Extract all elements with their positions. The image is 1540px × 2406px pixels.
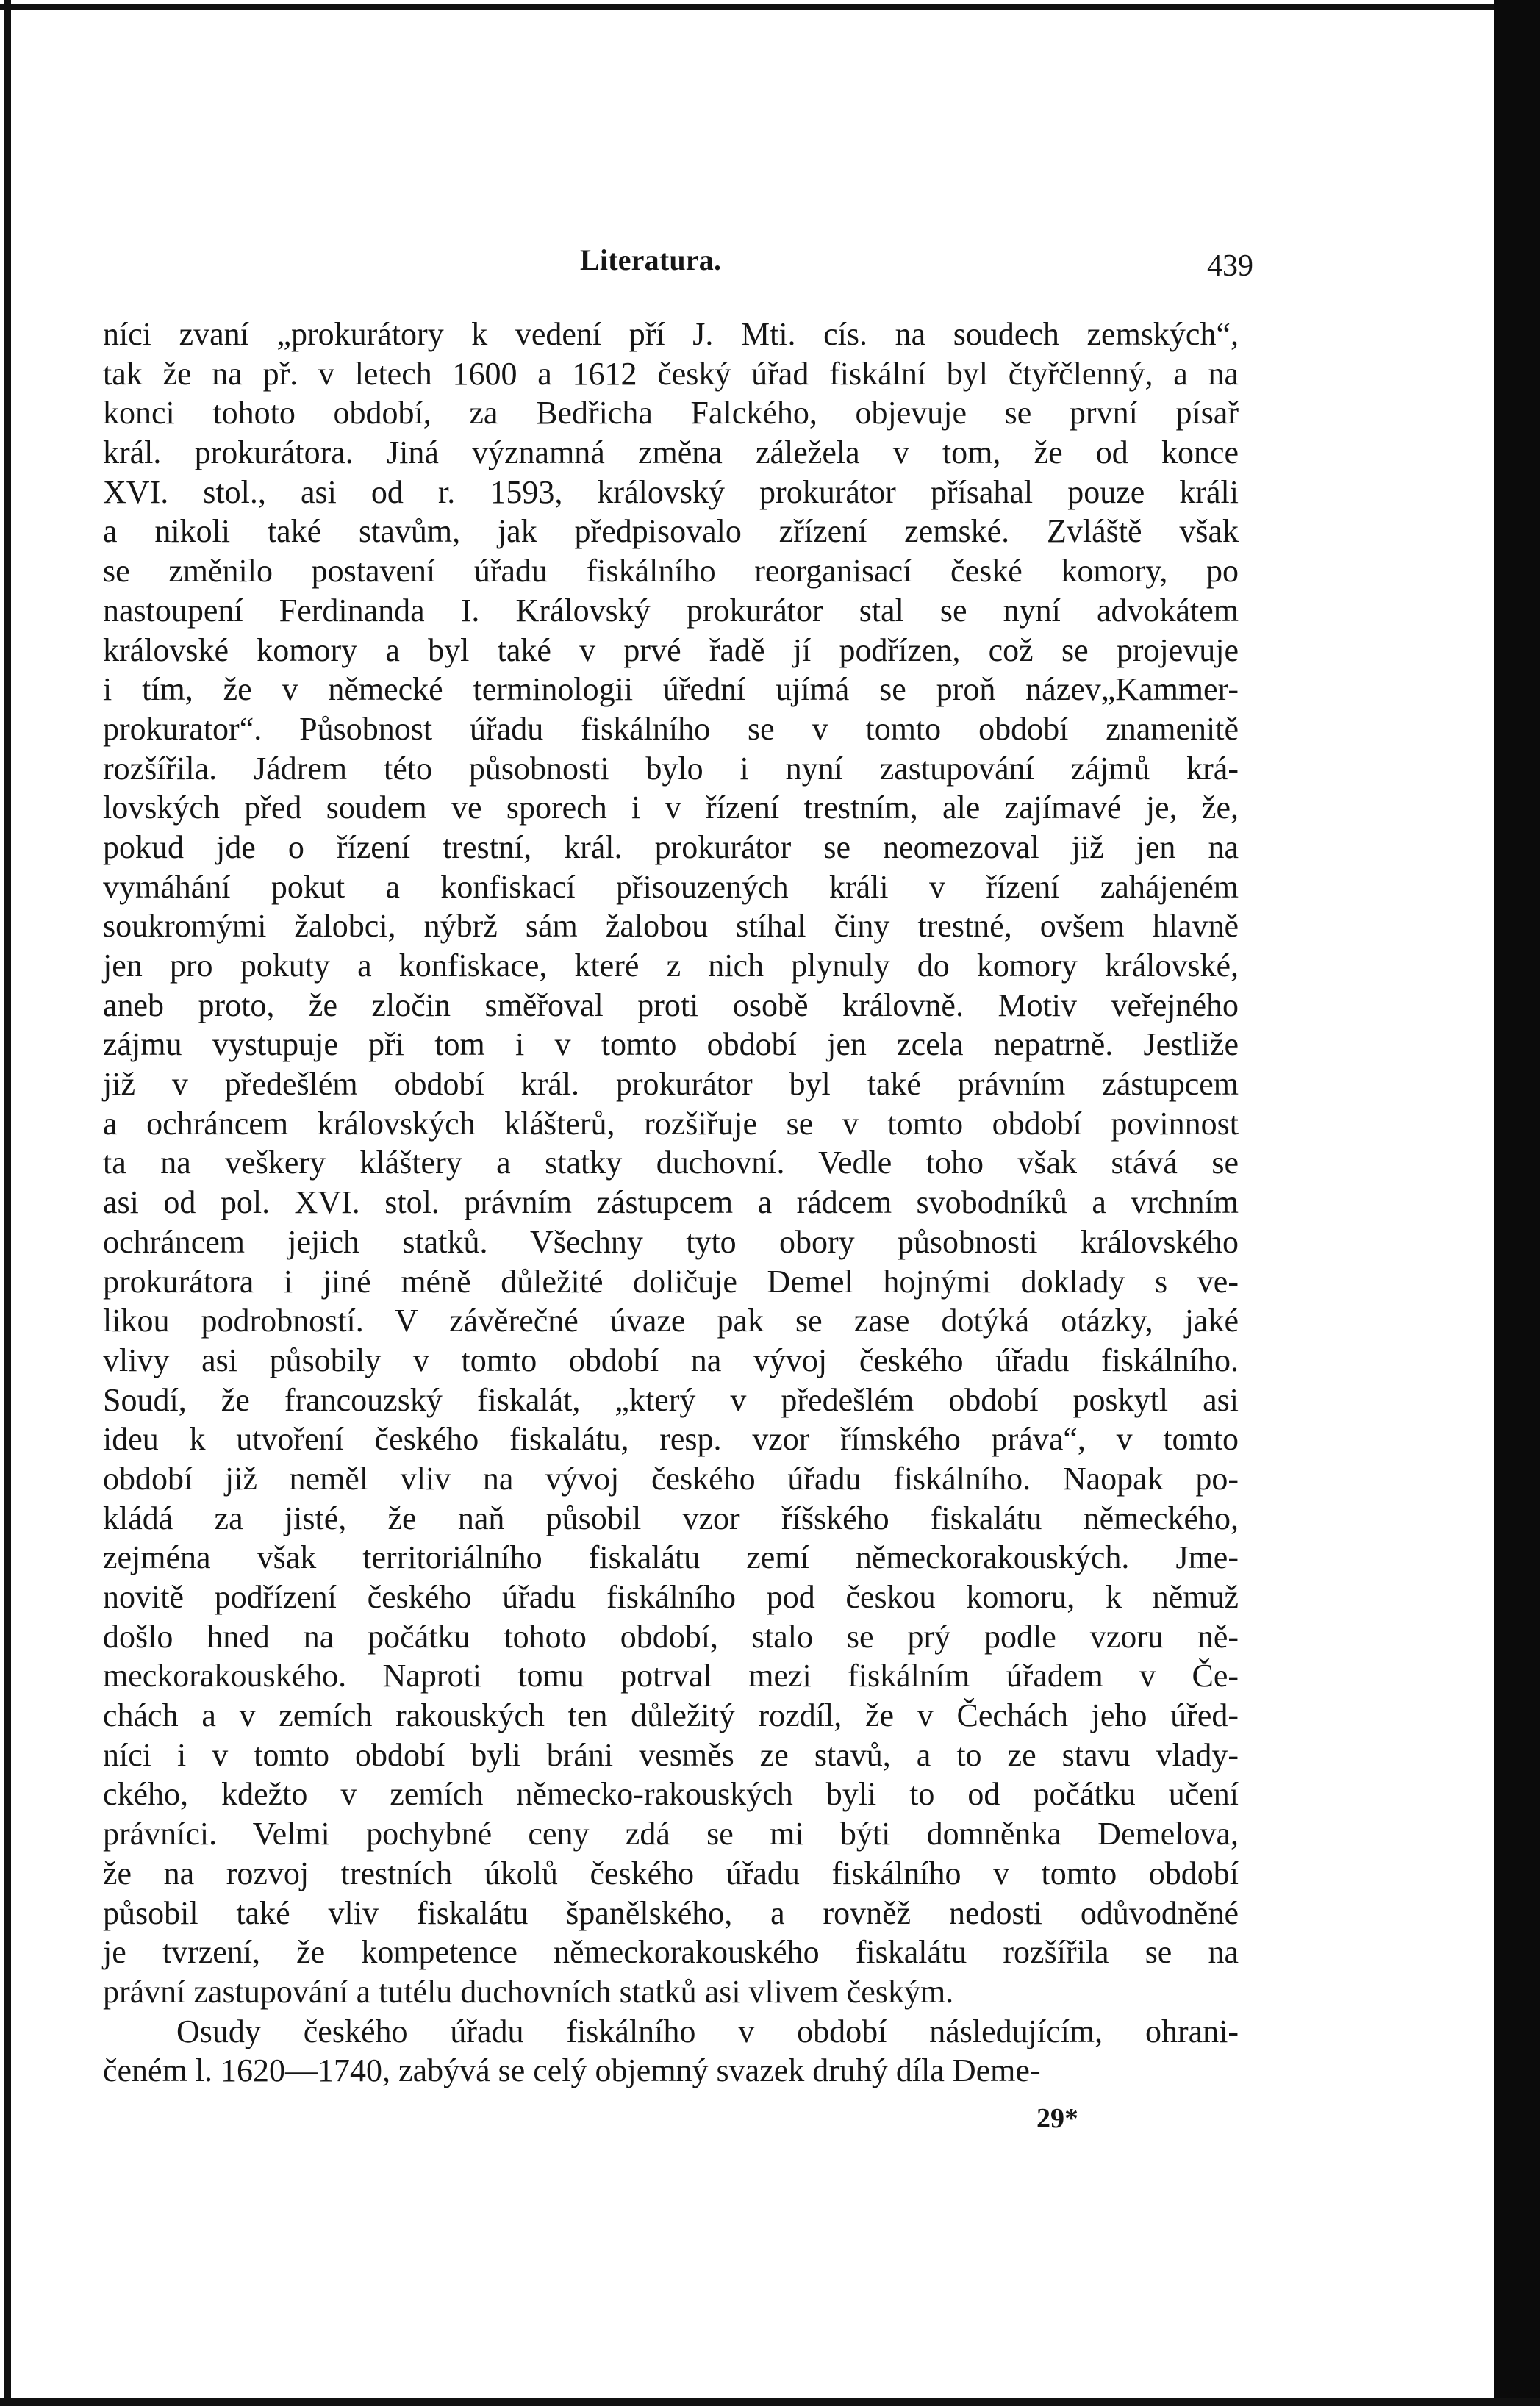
text-line: období již neměl vliv na vývoj českého úřadu fiskálního. Naopak po- [103,1460,1239,1497]
text-line: vlivy asi působily v tomto období na vývoj českého úřadu fiskálního. [103,1342,1239,1378]
text-line: čeném l. 1620—1740, zabývá se celý objemný svazek druhý díla Deme- [103,2052,1041,2089]
running-title: Literatura. [580,243,722,276]
text-line: Soudí, že francouzský fiskalát, „který v předešlém období poskytl asi [103,1381,1239,1418]
scan-border-top [0,4,1500,10]
text-line: lovských před soudem ve sporech i v řízení trestním, ale zajímavé je, že, [103,790,1239,826]
text-line: níci i v tomto období byli bráni vesměs ze stavů, a to ze stavu vlady- [103,1736,1239,1773]
text-line: prokurátora i jiné méně důležité doličuje Demel hojnými doklady s ve- [103,1263,1239,1300]
running-head [103,243,1253,287]
text-line: i tím, že v německé terminologii úřední ujímá se proň název„Kammer- [103,671,1239,708]
text-line: novitě podřízení českého úřadu fiskálního pod českou komoru, k němuž [103,1579,1239,1615]
text-line: XVI. stol., asi od r. 1593, královský prokurátor přísahal pouze králi [103,473,1239,510]
text-line: ochráncem jejich statků. Všechny tyto obory působnosti královského [103,1223,1239,1260]
text-line: aneb proto, že zločin směřoval proti osobě královně. Motiv veřejného [103,987,1239,1023]
text-line: ta na veškery kláštery a statky duchovní. Vedle toho však stává se [103,1145,1239,1181]
text-line: prokurator“. Působnost úřadu fiskálního se v tomto období znamenitě [103,710,1239,747]
text-line: zejména však territoriálního fiskalátu zemí německorakouských. Jme- [103,1539,1239,1576]
text-line: asi od pol. XVI. stol. právním zástupcem a rádcem svobodníků a vrchním [103,1184,1239,1221]
text-line: a nikoli také stavům, jak předpisovalo zřízení zemské. Zvláště však [103,513,1239,550]
text-line: ckého, kdežto v zemích německo-rakouských byli to od počátku učení [103,1776,1239,1813]
text-line: se změnilo postavení úřadu fiskálního reorganisací české komory, po [103,553,1239,590]
signature-mark: 29* [1036,2103,1078,2134]
text-line: a ochráncem královských klášterů, rozšiřuje se v tomto období povinnost [103,1105,1239,1142]
text-line: vymáhání pokut a konfiskací přisouzených králi v řízení zahájeném [103,868,1239,905]
text-line: právníci. Velmi pochybné ceny zdá se mi býti domněnka Demelova, [103,1816,1239,1852]
text-line: jen pro pokuty a konfiskace, které z nich plynuly do komory královské, [103,948,1239,984]
text-line: že na rozvoj trestních úkolů českého úřadu fiskálního v tomto období [103,1855,1239,1891]
scan-border-bottom [0,2398,1540,2406]
text-line: královské komory a byl také v prvé řadě jí podřízen, což se projevuje [103,631,1239,668]
text-line: rozšířila. Jádrem této působnosti bylo i nyní zastupování zájmů krá- [103,750,1239,787]
text-line: ideu k utvoření českého fiskalátu, resp. vzor římského práva“, v tomto [103,1421,1239,1458]
text-line: likou podrobností. V závěrečné úvaze pak se zase dotýká otázky, jaké [103,1303,1239,1339]
page-number: 439 [1207,249,1253,283]
text-line: meckorakouského. Naproti tomu potrval mezi fiskálním úřadem v Če- [103,1658,1239,1694]
scan-border-left [4,0,11,2406]
text-line: konci tohoto období, za Bedřicha Falckého, objevuje se první písař [103,395,1239,432]
text-line: zájmu vystupuje při tom i v tomto období jen zcela nepatrně. Jestliže [103,1026,1239,1063]
text-line: chách a v zemích rakouských ten důležitý rozdíl, že v Čechách jeho úřed- [103,1697,1239,1734]
text-line: soukromými žalobci, nýbrž sám žalobou stíhal činy trestné, ovšem hlavně [103,908,1239,945]
text-line: již v předešlém období král. prokurátor byl také právním zástupcem [103,1066,1239,1103]
text-line: došlo hned na počátku tohoto období, stalo se prý podle vzoru ně- [103,1618,1239,1655]
scan-border-right [1494,0,1540,2406]
text-line: pokud jde o řízení trestní, král. prokurátor se neomezoval již jen na [103,828,1239,865]
body-text [103,315,1239,2091]
text-line: právní zastupování a tutélu duchovních statků asi vlivem českým. [103,1973,954,2010]
text-line: tak že na př. v letech 1600 a 1612 český úřad fiskální byl čtyřčlenný, a na [103,355,1239,392]
text-line: je tvrzení, že kompetence německorakouského fiskalátu rozšířila se na [103,1934,1239,1971]
text-line: Osudy českého úřadu fiskálního v období následujícím, ohrani- [176,2013,1239,2049]
text-line: nastoupení Ferdinanda I. Královský prokurátor stal se nyní advokátem [103,592,1239,629]
text-line: kládá za jisté, že naň působil vzor říšského fiskalátu německého, [103,1500,1239,1536]
text-line: působil také vliv fiskalátu španělského, a rovněž nedosti odůvodněné [103,1894,1239,1931]
text-line: níci zvaní „prokurátory k vedení pří J. Mti. cís. na soudech zemských“, [103,316,1239,352]
text-line: král. prokurátora. Jiná významná změna záležela v tom, že od konce [103,434,1239,471]
